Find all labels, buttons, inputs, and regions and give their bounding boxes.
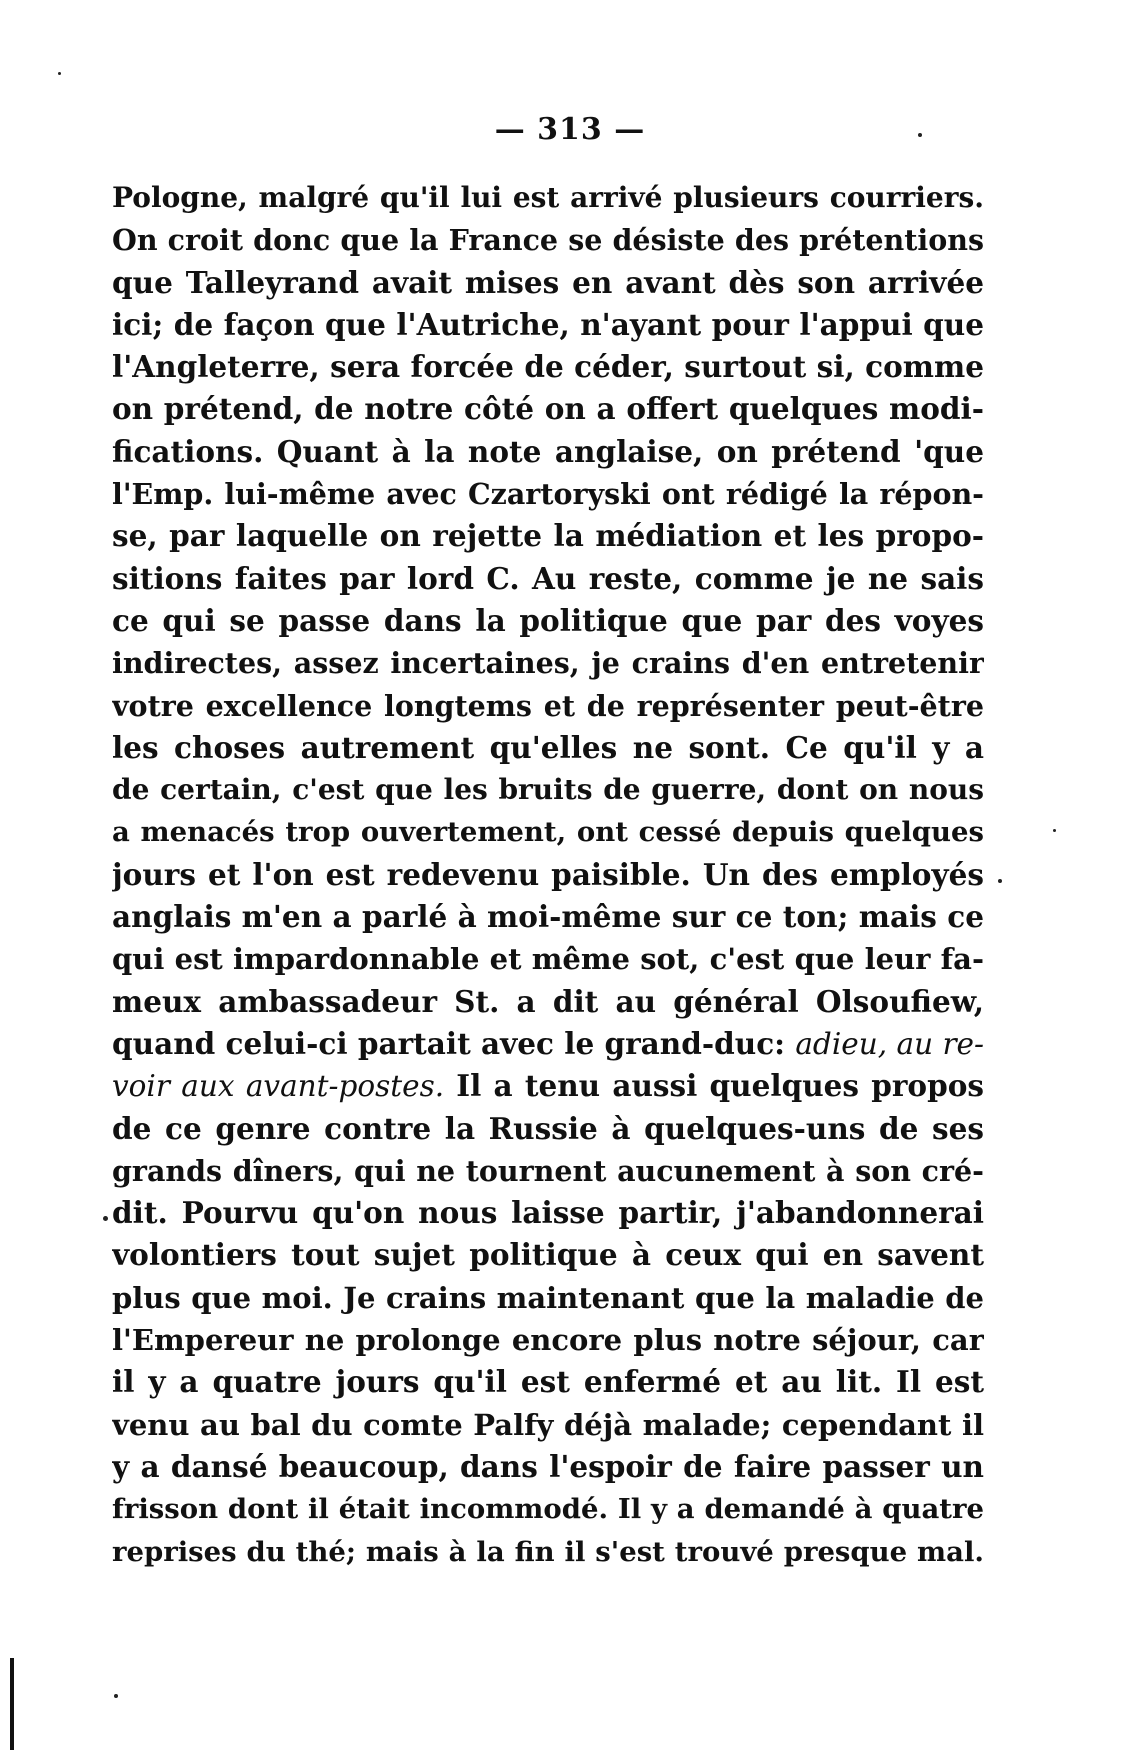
text-run: On croit donc que la France se désiste des prétentions [112,223,984,258]
scan-speck [58,72,61,75]
text-run: anglais m'en a parlé à moi-même sur ce ton; mais ce [112,899,984,935]
scan-speck [918,133,922,137]
text-line [112,1192,984,1234]
text-line [112,685,984,727]
text-line [112,600,984,642]
text-line [112,896,984,938]
text-line [112,1023,984,1065]
text-line [112,1150,984,1192]
text-run: Il a tenu aussi quelques propos [444,1068,984,1104]
text-run: indirectes, assez incertaines, je crains d'en entretenir [112,646,984,681]
text-line [112,219,984,261]
text-run: reprises du thé; mais à la fin il s'est trouvé presque mal. [112,1535,984,1568]
text-line [112,642,984,684]
scan-speck [1053,829,1056,832]
text-run: venu au bal du comte Palfy déjà malade; cependant il [112,1407,984,1442]
text-line [112,1361,984,1403]
text-run: meux ambassadeur St. a dit au général Olsoufiew, [112,983,984,1019]
text-run: l'Emp. lui-même avec Czartoryski ont rédigé la répon- [112,477,984,512]
margin-line [10,1658,14,1750]
text-run: jours et l'on est redevenu paisible. Un des employés [112,856,984,892]
text-run: y a dansé beaucoup, dans l'espoir de faire passer un [112,1448,984,1484]
text-run: de certain, c'est que les bruits de guerre, dont on nous [112,773,984,807]
text-run: votre excellence longtems et de représenter peut-être [112,688,984,723]
text-line [112,1277,984,1319]
text-line [112,473,984,515]
text-run: ce qui se passe dans la politique que par des voyes [112,602,984,638]
text-line [112,1108,984,1150]
italic-text-run: voir aux avant-postes. [112,1069,445,1104]
text-run: plus que moi. Je crains maintenant que la maladie de [112,1280,984,1315]
text-run: grands dîners, qui ne tournent aucunement à son cré- [112,1153,984,1188]
text-run: a menacés trop ouvertement, ont cessé depuis quelques [112,816,984,849]
text-run: on prétend, de notre côté on a offert quelques modi- [112,391,984,427]
text-line [112,811,984,853]
text-run: il y a quatre jours qu'il est enfermé et au lit. Il est [112,1364,984,1400]
text-run: quand celui-ci partait avec le grand-duc: [112,1025,796,1061]
text-run: fications. Quant à la note anglaise, on prétend 'que [112,433,984,469]
page-number: — 313 — [494,112,646,147]
text-line [112,1234,984,1276]
text-line [112,1319,984,1361]
text-line [112,515,984,557]
text-line [112,558,984,600]
scan-speck [114,1694,118,1698]
text-line [112,1404,984,1446]
text-line [112,177,984,219]
body-text [112,177,984,1573]
text-line [112,388,984,430]
text-line [112,431,984,473]
text-line [112,346,984,388]
text-run: les choses autrement qu'elles ne sont. Ce qu'il y a [112,729,984,765]
text-line [112,854,984,896]
text-run: dit. Pourvu qu'on nous laisse partir, j'abandonnerai [112,1195,984,1231]
text-run: sitions faites par lord C. Au reste, comme je ne sais [112,560,984,596]
text-line [112,1488,984,1530]
text-line [112,1531,984,1573]
text-line [112,262,984,304]
text-run: se, par laquelle on rejette la médiation et les propo- [112,518,984,554]
text-run: que Talleyrand avait mises en avant dès son arrivée [112,264,984,300]
text-line [112,1065,984,1107]
scan-speck [998,879,1002,883]
scan-speck [103,1216,108,1221]
text-line [112,938,984,980]
text-run: volontiers tout sujet politique à ceux qui en savent [112,1237,984,1273]
text-line [112,981,984,1023]
text-line [112,769,984,811]
text-run: l'Angleterre, sera forcée de céder, surtout si, comme [112,349,984,385]
text-run: de ce genre contre la Russie à quelques-uns de ses [112,1110,984,1146]
text-run: Pologne, malgré qu'il lui est arrivé plusieurs courriers. [112,181,984,214]
text-run: ici; de façon que l'Autriche, n'ayant pour l'appui que [112,306,984,342]
text-line [112,304,984,346]
text-run: l'Empereur ne prolonge encore plus notre séjour, car [112,1323,984,1358]
text-run: qui est impardonnable et même sot, c'est que leur fa- [112,942,984,977]
text-line [112,1446,984,1488]
text-line [112,727,984,769]
italic-text-run: adieu, au re- [795,1026,984,1061]
text-run: frisson dont il était incommodé. Il y a demandé à quatre [112,1493,984,1526]
